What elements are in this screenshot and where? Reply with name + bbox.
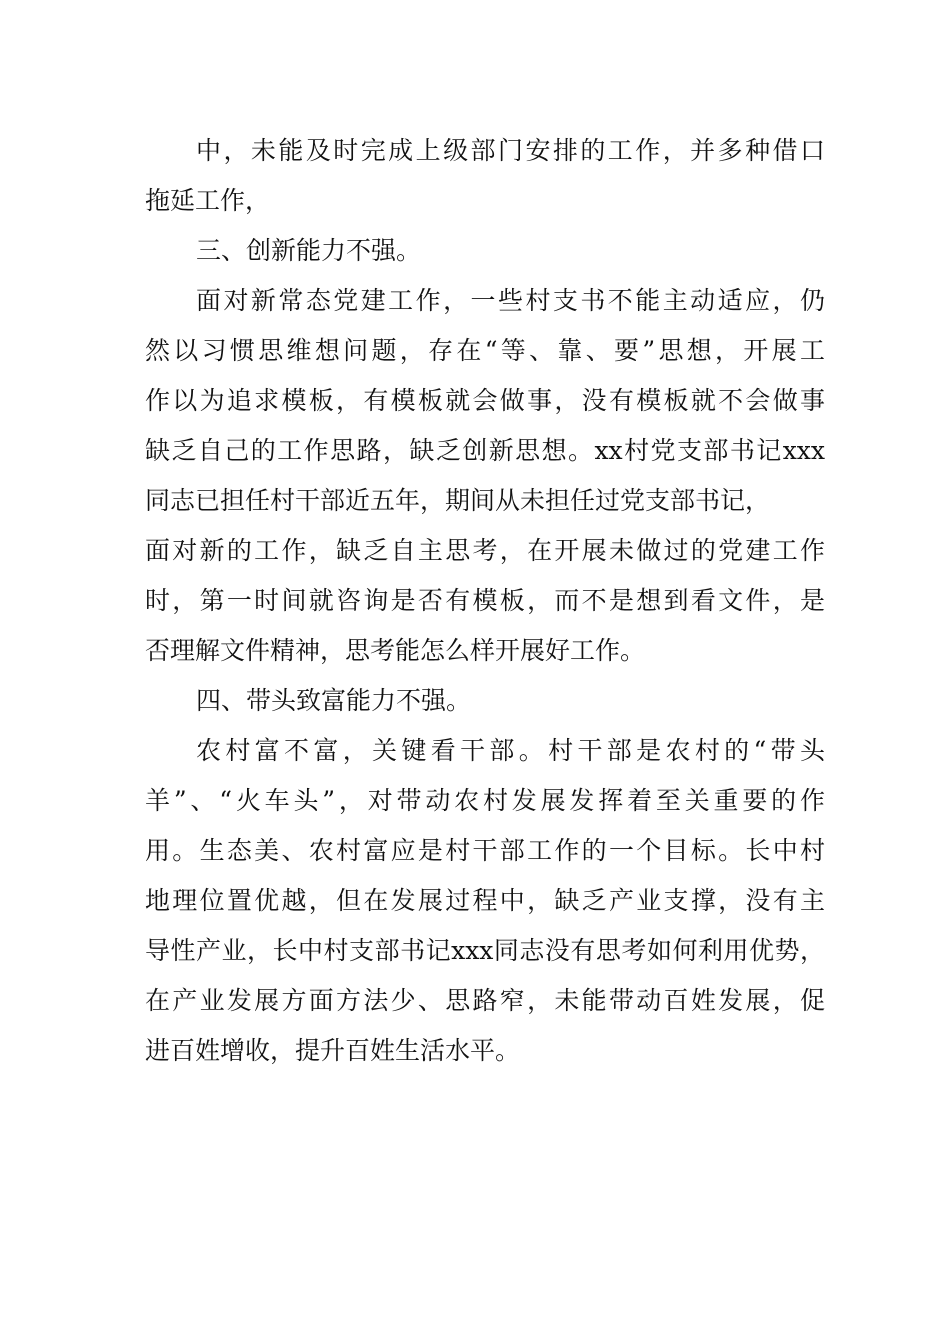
paragraph-2-line-5: 同志已担任村干部近五年，期间从未担任过党支部书记， [145,486,771,515]
paragraph-3-line-7: 进百姓增收，提升百姓生活水平。 [145,1036,521,1065]
paragraph-2-line-4: 缺乏自己的工作思路，缺乏创新思想。xx村党支部书记xxx [145,436,825,465]
paragraph-2-line-6: 面对新的工作，缺乏自主思考，在开展未做过的党建工作 [145,536,825,565]
paragraph-2-line-1: 面对新常态党建工作，一些村支书不能主动适应，仍 [196,286,825,315]
section-heading-3: 三、创新能力不强。 [196,236,422,265]
paragraph-3-line-1: 农村富不富，关键看干部。村干部是农村的“带头 [196,736,825,765]
paragraph-2-line-2: 然以习惯思维想问题，存在“等、靠、要”思想，开展工 [145,336,825,365]
section-heading-4: 四、带头致富能力不强。 [196,686,472,715]
paragraph-1-line-2: 拖延工作， [145,186,271,215]
paragraph-2-line-8: 否理解文件精神，思考能怎么样开展好工作。 [145,636,646,665]
paragraph-3-line-4: 地理位置优越，但在发展过程中，缺乏产业支撑，没有主 [145,886,825,915]
paragraph-3-line-5: 导性产业，长中村支部书记xxx同志没有思考如何利用优势， [145,936,825,965]
paragraph-2-line-7: 时，第一时间就咨询是否有模板，而不是想到看文件，是 [145,586,825,615]
paragraph-3-line-2: 羊”、“火车头”，对带动农村发展发挥着至关重要的作 [145,786,825,815]
paragraph-1-line-1: 中，未能及时完成上级部门安排的工作，并多种借口 [196,136,825,165]
paragraph-2-line-3: 作以为追求模板，有模板就会做事，没有模板就不会做事 [145,386,825,415]
paragraph-3-line-6: 在产业发展方面方法少、思路窄，未能带动百姓发展，促 [145,986,825,1015]
paragraph-3-line-3: 用。生态美、农村富应是村干部工作的一个目标。长中村 [145,836,825,865]
